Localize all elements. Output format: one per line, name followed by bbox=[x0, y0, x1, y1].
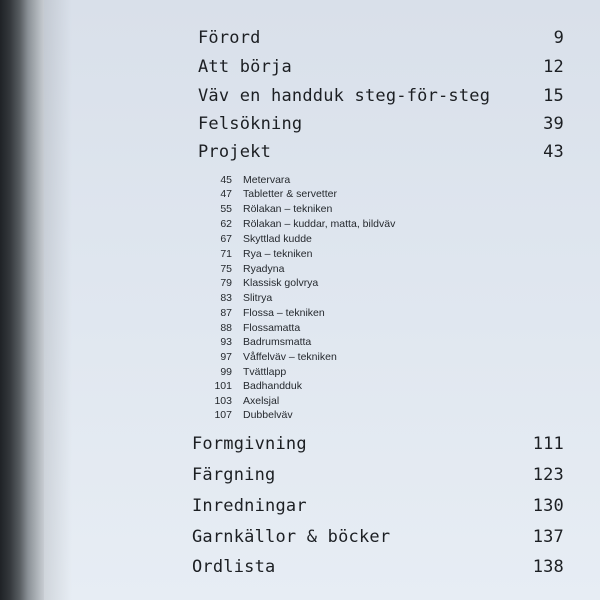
toc-subentry bbox=[44, 291, 464, 305]
toc-subentry-title: Tvättlapp bbox=[243, 366, 287, 378]
toc-subentry-title: Våffelväv – tekniken bbox=[243, 351, 337, 363]
toc-subentry-page-number: 62 bbox=[220, 218, 232, 230]
toc-subentry-title: Rölakan – tekniken bbox=[243, 203, 333, 215]
toc-subentry-page-number: 99 bbox=[220, 366, 232, 378]
toc-entry bbox=[44, 494, 564, 524]
toc-entry bbox=[44, 432, 564, 462]
toc-subentry-title: Rya – tekniken bbox=[243, 248, 313, 260]
toc-subentry bbox=[44, 187, 464, 201]
toc-subentry-page-number: 101 bbox=[214, 380, 232, 392]
toc-subentry-title: Rölakan – kuddar, matta, bildväv bbox=[243, 218, 396, 230]
toc-subentry bbox=[44, 379, 464, 393]
toc-entry bbox=[44, 112, 564, 142]
toc-page-number: 15 bbox=[543, 86, 564, 106]
toc-entry bbox=[44, 84, 564, 114]
toc-page-number: 137 bbox=[532, 527, 564, 547]
toc-subentry-title: Slitrya bbox=[243, 292, 273, 304]
toc-entry bbox=[44, 26, 564, 56]
toc-subentry-title: Axelsjal bbox=[243, 395, 280, 407]
toc-subentry bbox=[44, 350, 464, 364]
toc-subentry-page-number: 97 bbox=[220, 351, 232, 363]
toc-title: Felsökning bbox=[198, 114, 303, 134]
toc-subentry-page-number: 75 bbox=[220, 263, 232, 275]
toc-subentry-page-number: 45 bbox=[220, 174, 232, 186]
toc-entry bbox=[44, 525, 564, 555]
toc-entry bbox=[44, 140, 564, 170]
toc-subentry bbox=[44, 365, 464, 379]
toc-subentry-page-number: 93 bbox=[220, 336, 232, 348]
toc-subentry bbox=[44, 202, 464, 216]
toc-entry bbox=[44, 555, 564, 585]
toc-page-number: 12 bbox=[543, 57, 564, 77]
toc-entry bbox=[44, 463, 564, 493]
toc-subentry-title: Klassisk golvrya bbox=[243, 277, 319, 289]
toc-page-number: 123 bbox=[532, 465, 564, 485]
toc-subentry-title: Flossamatta bbox=[243, 322, 301, 334]
toc-title: Färgning bbox=[192, 465, 276, 485]
book-page bbox=[44, 0, 600, 600]
toc-subentry bbox=[44, 217, 464, 231]
toc-subentry bbox=[44, 394, 464, 408]
toc-subentry-page-number: 87 bbox=[220, 307, 232, 319]
toc-subentry-title: Tabletter & servetter bbox=[243, 188, 337, 200]
toc-subentry-title: Badhandduk bbox=[243, 380, 302, 392]
toc-page-number: 111 bbox=[532, 434, 564, 454]
toc-subentry-page-number: 88 bbox=[220, 322, 232, 334]
toc-title: Inredningar bbox=[192, 496, 307, 516]
toc-subentry bbox=[44, 306, 464, 320]
toc-subentry bbox=[44, 262, 464, 276]
toc-subentry-title: Flossa – tekniken bbox=[243, 307, 325, 319]
toc-subentry-page-number: 71 bbox=[220, 248, 232, 260]
toc-subentry bbox=[44, 173, 464, 187]
toc-subentry-page-number: 103 bbox=[214, 395, 232, 407]
toc-subentry-page-number: 83 bbox=[220, 292, 232, 304]
toc-subentry-title: Dubbelväv bbox=[243, 409, 293, 421]
toc-title: Ordlista bbox=[192, 557, 276, 577]
toc-page-number: 9 bbox=[553, 28, 564, 48]
toc-page-number: 130 bbox=[532, 496, 564, 516]
toc-subentry-title: Skyttlad kudde bbox=[243, 233, 312, 245]
toc-title: Förord bbox=[198, 28, 261, 48]
toc-title: Garnkällor & böcker bbox=[192, 527, 391, 547]
toc-title: Formgivning bbox=[192, 434, 307, 454]
toc-subentry-page-number: 47 bbox=[220, 188, 232, 200]
toc-title: Projekt bbox=[198, 142, 272, 162]
toc-page-number: 43 bbox=[543, 142, 564, 162]
toc-page-number: 39 bbox=[543, 114, 564, 134]
toc-subentry-title: Badrumsmatta bbox=[243, 336, 312, 348]
toc-subentry bbox=[44, 232, 464, 246]
toc-title: Att börja bbox=[198, 57, 292, 77]
toc-subentry bbox=[44, 335, 464, 349]
toc-subentry-page-number: 67 bbox=[220, 233, 232, 245]
toc-subentry-title: Metervara bbox=[243, 174, 291, 186]
toc-subentry-page-number: 107 bbox=[214, 409, 232, 421]
toc-subentry bbox=[44, 276, 464, 290]
toc-subentry-page-number: 79 bbox=[220, 277, 232, 289]
toc-title: Väv en handduk steg-för-steg bbox=[198, 86, 491, 106]
toc-subentry bbox=[44, 247, 464, 261]
toc-subentry bbox=[44, 408, 464, 422]
toc-subentry-title: Ryadyna bbox=[243, 263, 285, 275]
toc-subentry bbox=[44, 321, 464, 335]
toc-entry bbox=[44, 55, 564, 85]
toc-page-number: 138 bbox=[532, 557, 564, 577]
toc-subentry-page-number: 55 bbox=[220, 203, 232, 215]
